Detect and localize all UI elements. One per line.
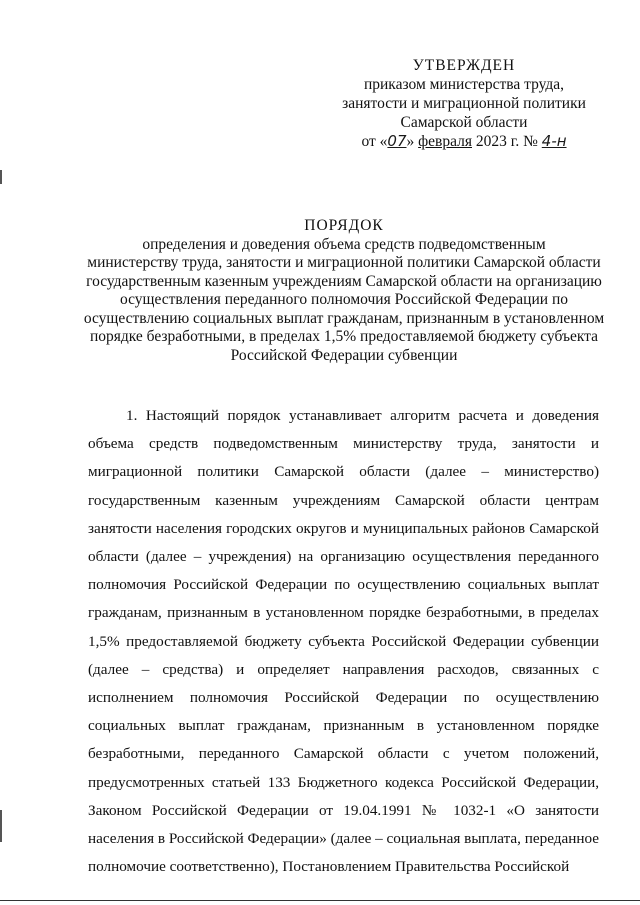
title-line-1: определения и доведения объема средств подведомственным <box>142 235 546 253</box>
date-separator: » <box>406 133 419 150</box>
title-line-2: министерству труда, занятости и миграционной политики Самарской области <box>87 254 601 271</box>
title-line-4: осуществления переданного полномочия Российской Федерации по <box>119 291 568 308</box>
body-paragraph-1: 1. Настоящий порядок устанавливает алгоритм расчета и доведения объема средств подведомственным министерству труда, занятости и миграционной политики Самарской области (далее – министерство) государственным казенным учреждениям Самарской области центрам занятости населения городских округов и муниципальных районов Самарской области (далее – учреждения) на организацию осуществления переданного полномочия Российской Федерации по осуществлению социальных выплат гражданам, признанным в установленном порядке безработными, в пределах 1,5% предоставляемой бюджету субъекта Российской Федерации субвенции (далее – средства) и определяет направления расходов, связанных с исполнением полномочия Российской Федерации по осуществлению социальных выплат гражданам, признанным в установленном порядке безработными, переданного Самарской области с учетом положений, предусмотренных статьей 133 Бюджетного кодекса Российской Федерации, Законом Российской Федерации от 19.04.1991 № 1032-1 «О занятости населения в Российской Федерации» (далее – социальная выплата, переданное полномочие соответственно), Постановлением Правительства Российской <box>88 407 599 876</box>
approval-date-line <box>320 132 608 151</box>
scan-margin-mark <box>0 170 2 184</box>
scan-margin-mark <box>0 810 2 842</box>
approval-line-1: приказом министерства труда, <box>363 76 565 93</box>
document-title-block <box>80 217 608 365</box>
title-line-3: государственным казенным учреждениям Самарской области на организацию <box>86 272 602 290</box>
document-heading: ПОРЯДОК <box>304 217 384 234</box>
scan-bottom-edge <box>0 900 640 901</box>
approval-line-3: Самарской области <box>400 114 528 131</box>
approval-title: УТВЕРЖДЕН <box>412 57 516 74</box>
order-number-handwritten: 4-н <box>541 132 567 150</box>
title-line-5: осуществлению социальных выплат гражданам, признанным в установленном <box>83 309 605 327</box>
date-month: февраля <box>418 133 472 150</box>
date-year: 2023 г. № <box>472 133 542 150</box>
date-day-handwritten: 07 <box>387 132 407 150</box>
date-prefix: от « <box>361 133 388 150</box>
title-line-6: порядке безработными, в пределах 1,5% предоставляемой бюджету субъекта <box>89 328 599 345</box>
approval-stamp-block <box>320 56 608 151</box>
approval-line-2: занятости и миграционной политики <box>342 95 586 112</box>
title-line-7: Российской Федерации субвенции <box>230 346 458 364</box>
